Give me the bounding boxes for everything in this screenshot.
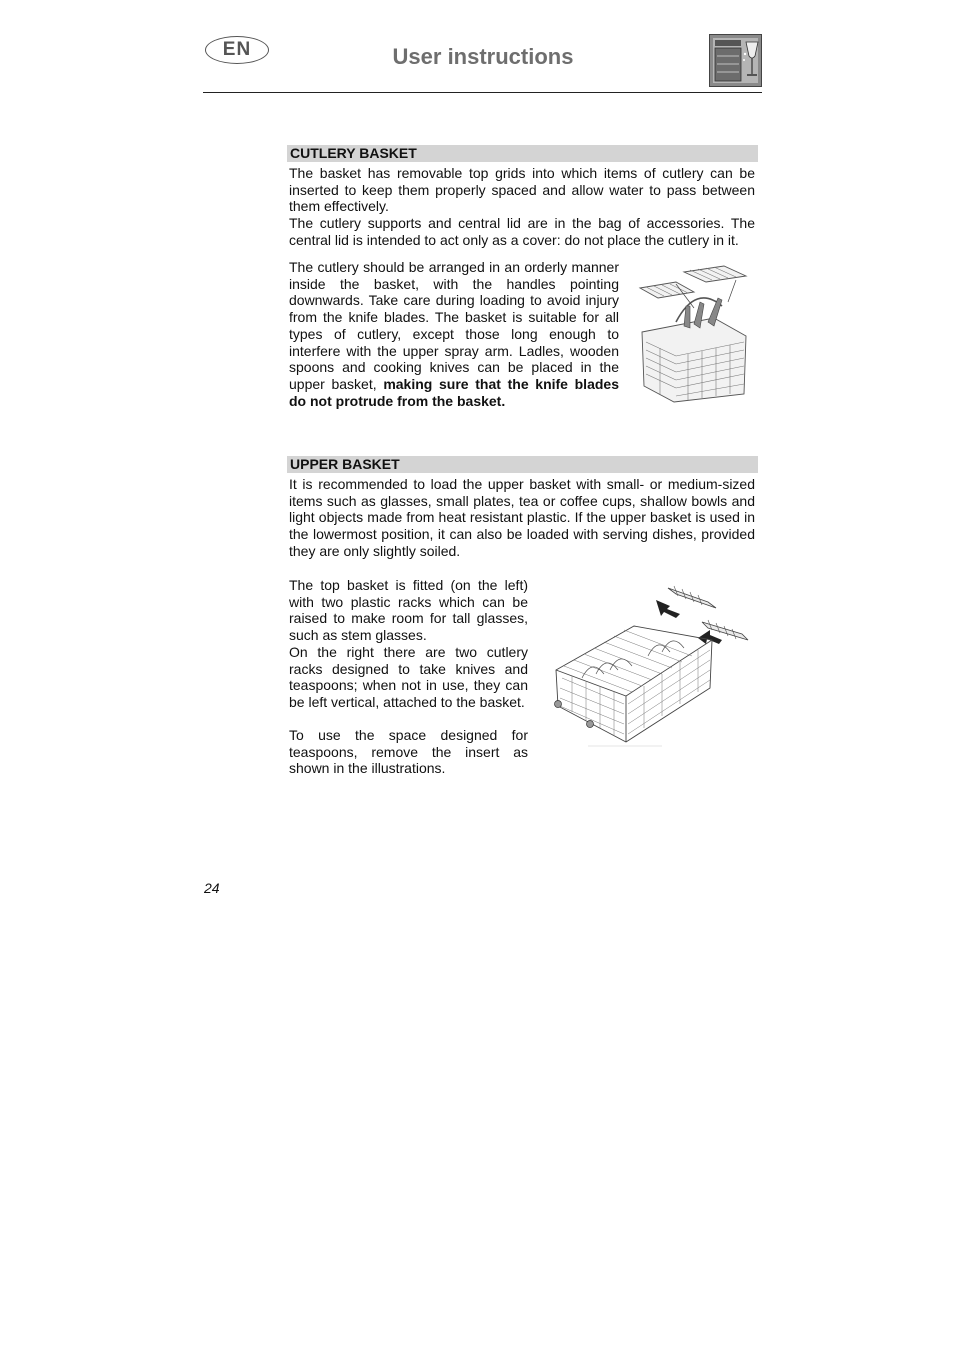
upper-paragraph-2: The top basket is fitted (on the left) with two plastic racks which can be raised to make room for tall glasses, such as stem glasses. — [289, 577, 528, 644]
upper-paragraph-4: To use the space designed for teaspoons, remove the insert as shown in the illustrations. — [289, 727, 528, 777]
page-number: 24 — [204, 880, 220, 896]
cutlery-basket-heading: CUTLERY BASKET — [287, 145, 758, 162]
dishwasher-glass-icon — [709, 34, 762, 87]
upper-paragraph-1: It is recommended to load the upper basket with small- or medium-sized items such as glasses, small plates, tea or coffee cups, shallow bowls and light objects made from heat resistant plastic. If the upper basket is used in the lowermost position, it can also be loaded with serving dishes, provided they are only slightly soiled. — [289, 476, 755, 559]
language-badge: EN — [205, 36, 269, 64]
cutlery-paragraph-2: The cutlery supports and central lid are in the bag of accessories. The central lid is intended to act only as a cover: do not place the cutlery in it. — [289, 215, 755, 248]
cutlery-paragraph-3 — [289, 259, 619, 409]
upper-basket-heading: UPPER BASKET — [287, 456, 758, 473]
upper-basket-illustration — [552, 578, 754, 748]
upper-paragraph-3: On the right there are two cutlery racks designed to take knives and teaspoons; when not in use, they can be left vertical, attached to the basket. — [289, 644, 528, 711]
header-rule — [203, 92, 762, 93]
cutlery-basket-illustration — [636, 262, 756, 404]
cutlery-warning: making sure that the knife blades do not protrude from the basket. — [289, 375, 619, 409]
page-title: User instructions — [392, 44, 574, 69]
cutlery-paragraph-1: The basket has removable top grids into which items of cutlery can be inserted to keep them properly spaced and allow water to pass between them effectively. — [289, 165, 755, 215]
cutlery-paragraph-3-text: The cutlery should be arranged in an orderly manner inside the basket, with the handles pointing downwards. Take care during loading to avoid injury from the knife blades. The basket is suitable for all types of cutlery, except those long enough to interfere with the upper spray arm. Ladles, wooden spoons and cooking knives can be placed in the upper basket, — [289, 259, 619, 392]
